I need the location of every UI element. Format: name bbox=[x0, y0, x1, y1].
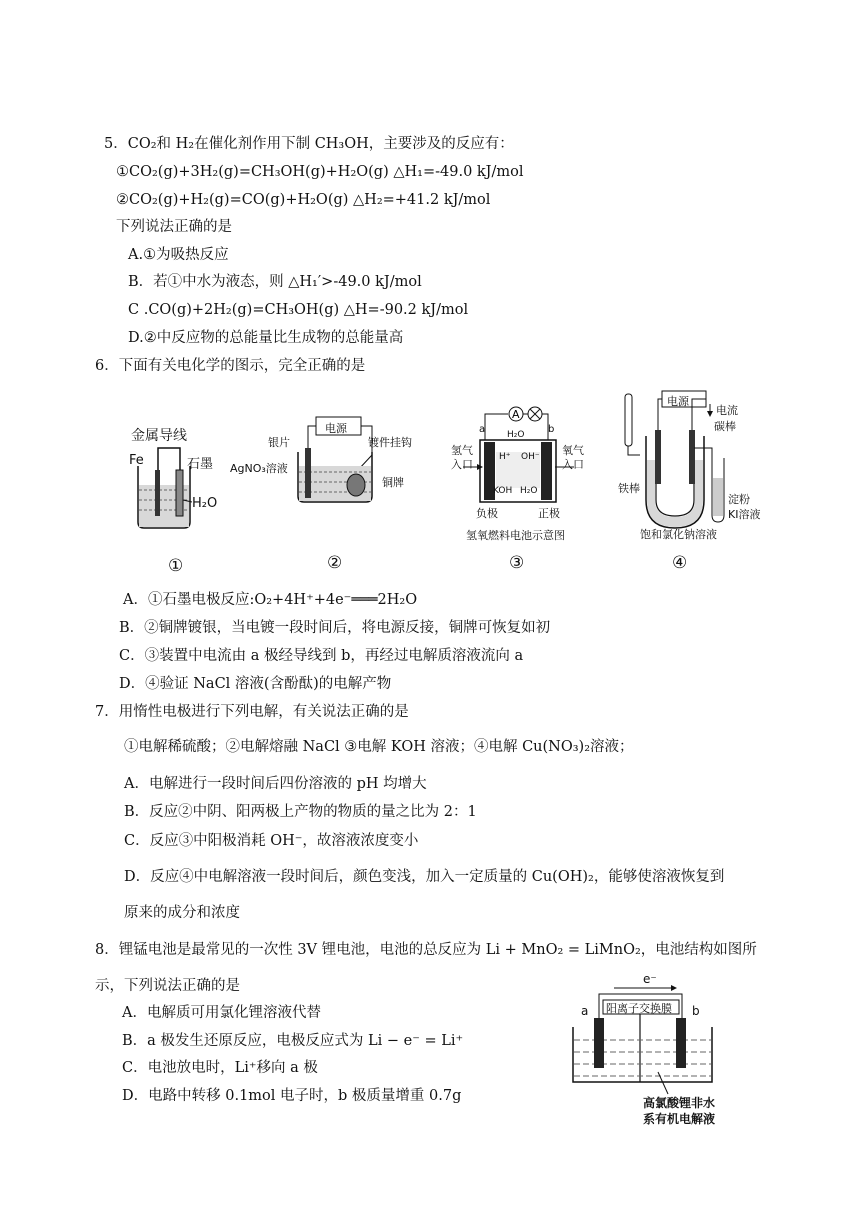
fig3-pos-label: 正极 bbox=[538, 507, 560, 520]
fig1-wire-label: 金属导线 bbox=[131, 428, 187, 444]
fig3-h2-in: 氢气 bbox=[451, 444, 473, 457]
fig1-graphite-label: 石墨 bbox=[187, 457, 214, 472]
q7-option-c: C．反应③中阳极消耗 OH⁻，故溶液浓度变小 bbox=[124, 833, 419, 849]
q8-stem-2: 示，下列说法正确的是 bbox=[95, 978, 240, 994]
fig3-oh-label: OH⁻ bbox=[521, 452, 540, 462]
q8-option-c: C．电池放电时，Li⁺移向 a 极 bbox=[122, 1060, 318, 1076]
fig4-carbon-label: 碳棒 bbox=[714, 420, 736, 433]
fig3-h2o-top: H₂O bbox=[507, 430, 525, 440]
q5-stem: 5．CO₂和 H₂在催化剂作用下制 CH₃OH，主要涉及的反应有： bbox=[104, 136, 514, 152]
fig2-plate-label: 铜牌 bbox=[382, 476, 404, 489]
q5-question: 下列说法正确的是 bbox=[116, 219, 232, 235]
q7-stem: 7．用惰性电极进行下列电解，有关说法正确的是 bbox=[95, 704, 409, 720]
fig2-silver-label: 银片 bbox=[268, 436, 290, 449]
q5-reaction-2: ②CO₂(g)+H₂(g)=CO(g)+H₂O(g) △H₂=+41.2 kJ/mol bbox=[116, 192, 491, 208]
fig3-o2-in2: 入口 bbox=[562, 458, 584, 471]
q5-option-b: B．若①中水为液态，则 △H₁′>-49.0 kJ/mol bbox=[128, 274, 422, 290]
q7-option-d-cont: 原来的成分和浓度 bbox=[124, 905, 240, 921]
fig4-nacl-label: 饱和氯化钠溶液 bbox=[640, 528, 717, 541]
fig3-o2-in: 氧气 bbox=[562, 444, 584, 457]
q5-option-a: A.①为吸热反应 bbox=[128, 247, 229, 263]
fig1-water-label: H₂O bbox=[192, 496, 218, 511]
fig4-current-label: 电流 bbox=[716, 404, 738, 417]
fig4-ki-label: KI溶液 bbox=[728, 508, 761, 521]
q5-reaction-1: ①CO₂(g)+3H₂(g)=CH₃OH(g)+H₂O(g) △H₁=-49.0 kJ/mol bbox=[116, 164, 524, 180]
q6-option-d: D．④验证 NaCl 溶液(含酚酞)的电解产物 bbox=[119, 676, 392, 692]
fig2-number: ② bbox=[327, 553, 343, 573]
fig1-number: ① bbox=[168, 556, 184, 576]
q8-b-label: b bbox=[692, 1004, 700, 1018]
q8-stem-1: 8．锂锰电池是最常见的一次性 3V 锂电池，电池的总反应为 Li + MnO₂ = LiMnO₂，电池结构如图所 bbox=[95, 942, 757, 958]
fig4-number: ④ bbox=[672, 553, 688, 573]
q8-electrolyte-label-2: 系有机电解液 bbox=[643, 1112, 716, 1126]
q8-option-b: B．a 极发生还原反应，电极反应式为 Li − e⁻ = Li⁺ bbox=[122, 1033, 464, 1049]
fig3-koh-label: KOH bbox=[493, 486, 513, 496]
fig3-neg-label: 负极 bbox=[476, 507, 498, 520]
fig3-h-label: H⁺ bbox=[499, 452, 511, 462]
q6-stem: 6．下面有关电化学的图示，完全正确的是 bbox=[95, 358, 366, 374]
q5-option-c: C .CO(g)+2H₂(g)=CH₃OH(g) △H=-90.2 kJ/mol bbox=[128, 302, 469, 318]
q7-option-a: A．电解进行一段时间后四份溶液的 pH 均增大 bbox=[124, 776, 427, 792]
q8-option-a: A．电解质可用氯化锂溶液代替 bbox=[122, 1005, 321, 1021]
fig3-number: ③ bbox=[509, 553, 525, 573]
fig4-power-label: 电源 bbox=[667, 395, 689, 408]
fig1-fe-label: Fe bbox=[129, 453, 144, 468]
q8-membrane-label: 阳离子交换膜 bbox=[606, 1002, 672, 1015]
fig2-power-label: 电源 bbox=[325, 422, 347, 435]
q7-list: ①电解稀硫酸；②电解熔融 NaCl ③电解 KOH 溶液；④电解 Cu(NO₃)₂溶液； bbox=[124, 739, 634, 755]
fig2-hook-label: 镀件挂钩 bbox=[368, 436, 412, 449]
q8-electron-label: e⁻ bbox=[643, 972, 657, 986]
q6-option-c: C．③装置中电流由 a 极经导线到 b，再经过电解质溶液流向 a bbox=[119, 648, 524, 664]
q8-electrolyte-label-1: 高氯酸锂非水 bbox=[643, 1096, 716, 1110]
q7-option-d: D．反应④中电解溶液一段时间后，颜色变浅，加入一定质量的 Cu(OH)₂，能够使溶液恢复到 bbox=[124, 869, 725, 885]
q8-a-label: a bbox=[581, 1004, 589, 1018]
fig3-a-label: a bbox=[479, 424, 486, 435]
q7-option-b: B．反应②中阴、阳两极上产物的物质的量之比为 2：1 bbox=[124, 804, 477, 820]
fig3-caption: 氢氧燃料电池示意图 bbox=[466, 529, 565, 542]
q6-option-b: B．②铜牌镀银，当电镀一段时间后，将电源反接，铜牌可恢复如初 bbox=[119, 620, 551, 636]
fig2-solution-label: AgNO₃溶液 bbox=[230, 462, 288, 475]
fig3-h2-in2: 入口 bbox=[451, 458, 473, 471]
q8-option-d: D．电路中转移 0.1mol 电子时，b 极质量增重 0.7g bbox=[122, 1088, 462, 1104]
q6-option-a: A．①石墨电极反应:O₂+4H⁺+4e⁻═══2H₂O bbox=[123, 592, 418, 608]
fig3-b-label: b bbox=[548, 424, 555, 435]
fig4-starch-label: 淀粉 bbox=[728, 493, 750, 506]
fig3-h2o-label: H₂O bbox=[520, 486, 538, 496]
fig4-iron-label: 铁棒 bbox=[618, 482, 640, 495]
q5-option-d: D.②中反应物的总能量比生成物的总能量高 bbox=[128, 330, 404, 346]
svg-text:A: A bbox=[512, 408, 520, 421]
